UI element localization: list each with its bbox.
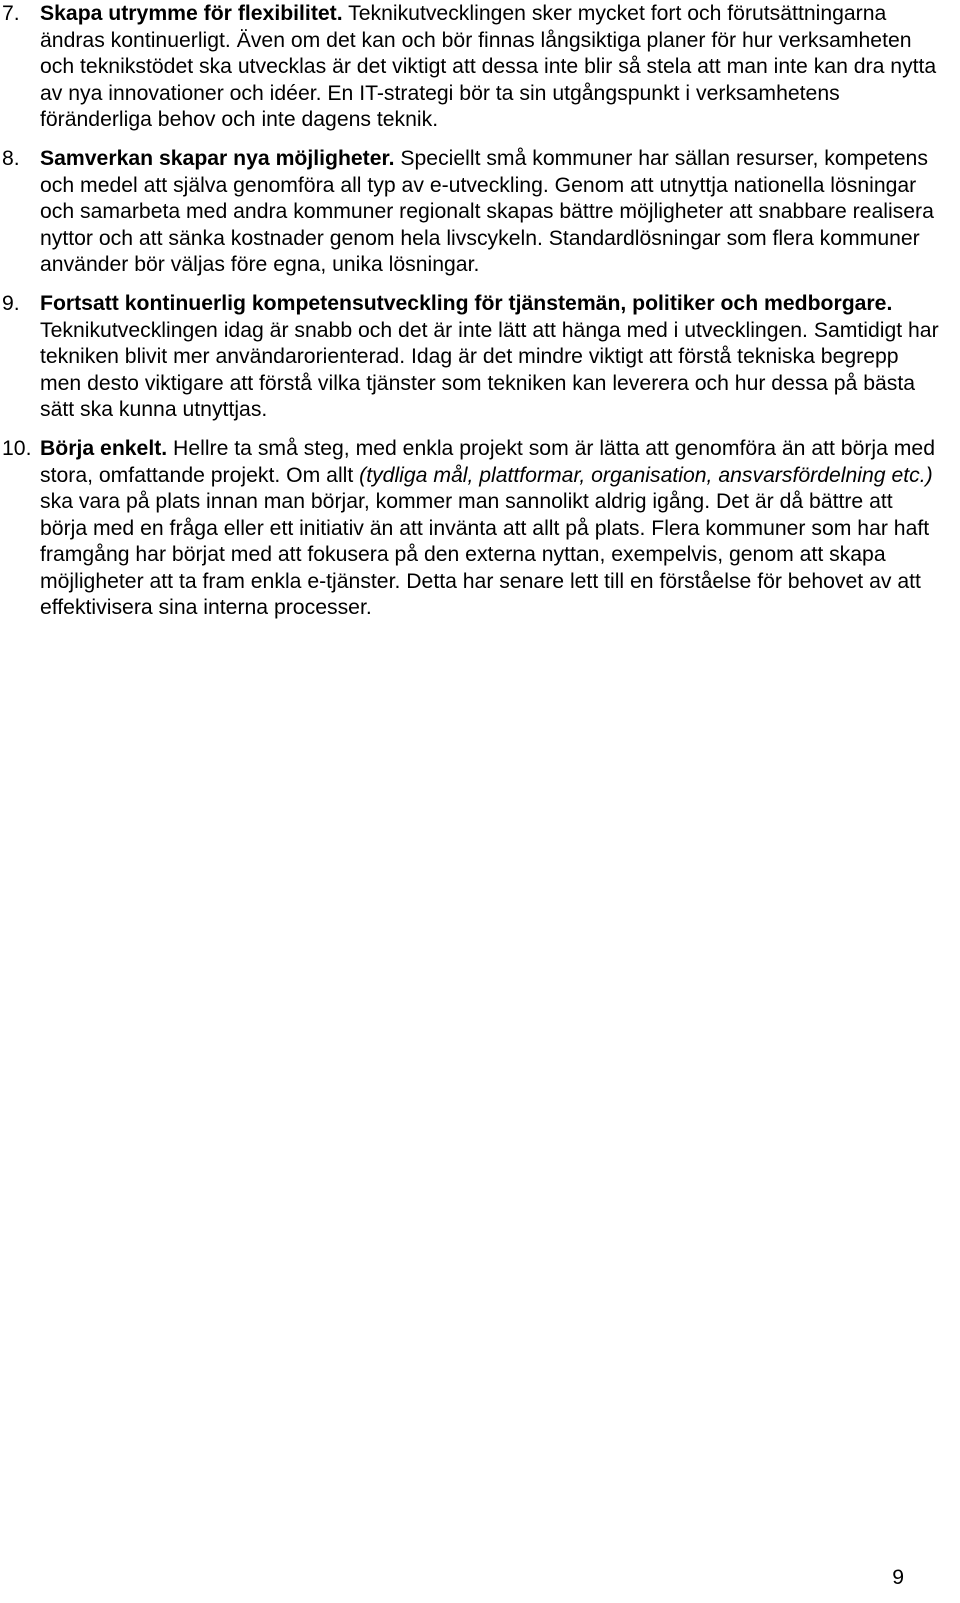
list-item-text bbox=[40, 1, 940, 134]
list-item-title: Fortsatt kontinuerlig kompetensutveckling för tjänstemän, politiker och medborgare. bbox=[40, 291, 893, 315]
list-item-title: Samverkan skapar nya möjligheter. bbox=[40, 146, 395, 170]
list-item-text bbox=[40, 146, 940, 279]
list-item-number: 8. bbox=[2, 146, 20, 170]
list-item-title: Skapa utrymme för flexibilitet. bbox=[40, 2, 343, 25]
list-item-body-italic: (tydliga mål, plattformar, organisation, ansvarsfördelning etc.) bbox=[359, 463, 933, 487]
list-item-10 bbox=[0, 436, 940, 622]
list-item-8 bbox=[0, 146, 940, 279]
list-item-body: ska vara på plats innan man börjar, kommer man sannolikt aldrig igång. Det är då bättre att börja med en fråga eller ett initiativ än att invänta att allt på plats. Flera kommuner som har haft framgång har börjat med att fokusera på den externa nyttan, exempelvis, genom att skapa möjligheter att ta fram enkla e-tjänster. Detta har senare lett till en förståelse för behovet av att effektivisera sina interna processer. bbox=[40, 490, 930, 620]
numbered-list bbox=[0, 0, 940, 634]
list-item-number: 7. bbox=[2, 2, 20, 25]
list-item-body: Speciellt små kommuner har sällan resurser, kompetens och medel att själva genomföra all typ av e-utveckling. Genom att utnyttja nationella lösningar och samarbeta med andra kommuner regionalt skapas bättre möjligheter att snabbare realisera nyttor och att sänka kostnader genom hela livscykeln. Standardlösningar som flera kommuner använder bör väljas före egna, unika lösningar. bbox=[40, 146, 934, 277]
list-item-body: Teknikutvecklingen idag är snabb och det är inte lätt att hänga med i utvecklingen. Samtidigt har tekniken blivit mer användarorienterad. Idag är det mindre viktigt att förstå tekniska begrepp men desto viktigare att förstå vilka tjänster som tekniken kan leverera och hur dessa på bästa sätt ska kunna utnyttjas. bbox=[40, 318, 939, 422]
list-item-9 bbox=[0, 291, 940, 424]
list-item-number: 9. bbox=[2, 291, 20, 315]
list-item-text bbox=[40, 291, 940, 424]
list-item-7 bbox=[0, 1, 940, 134]
list-item-body: Teknikutvecklingen sker mycket fort och förutsättningarna ändras kontinuerligt. Även om det kan och bör finnas långsiktiga planer för hur verksamheten och teknikstödet ska utvecklas är det viktigt att dessa inte blir så stela att man inte kan dra nytta av nya innovationer och idéer. En IT-strategi bör ta sin utgångspunkt i verksamhetens föränderliga behov och inte dagens teknik. bbox=[40, 2, 937, 132]
list-item-text bbox=[40, 436, 940, 622]
list-item-title: Börja enkelt. bbox=[40, 436, 168, 460]
list-item-number: 10. bbox=[2, 436, 32, 460]
page-number: 9 bbox=[892, 1566, 904, 1589]
list-item-body: Hellre ta små steg, med enkla projekt som är lätta att genomföra än att börja med stora, omfattande projekt. Om allt bbox=[40, 436, 936, 487]
